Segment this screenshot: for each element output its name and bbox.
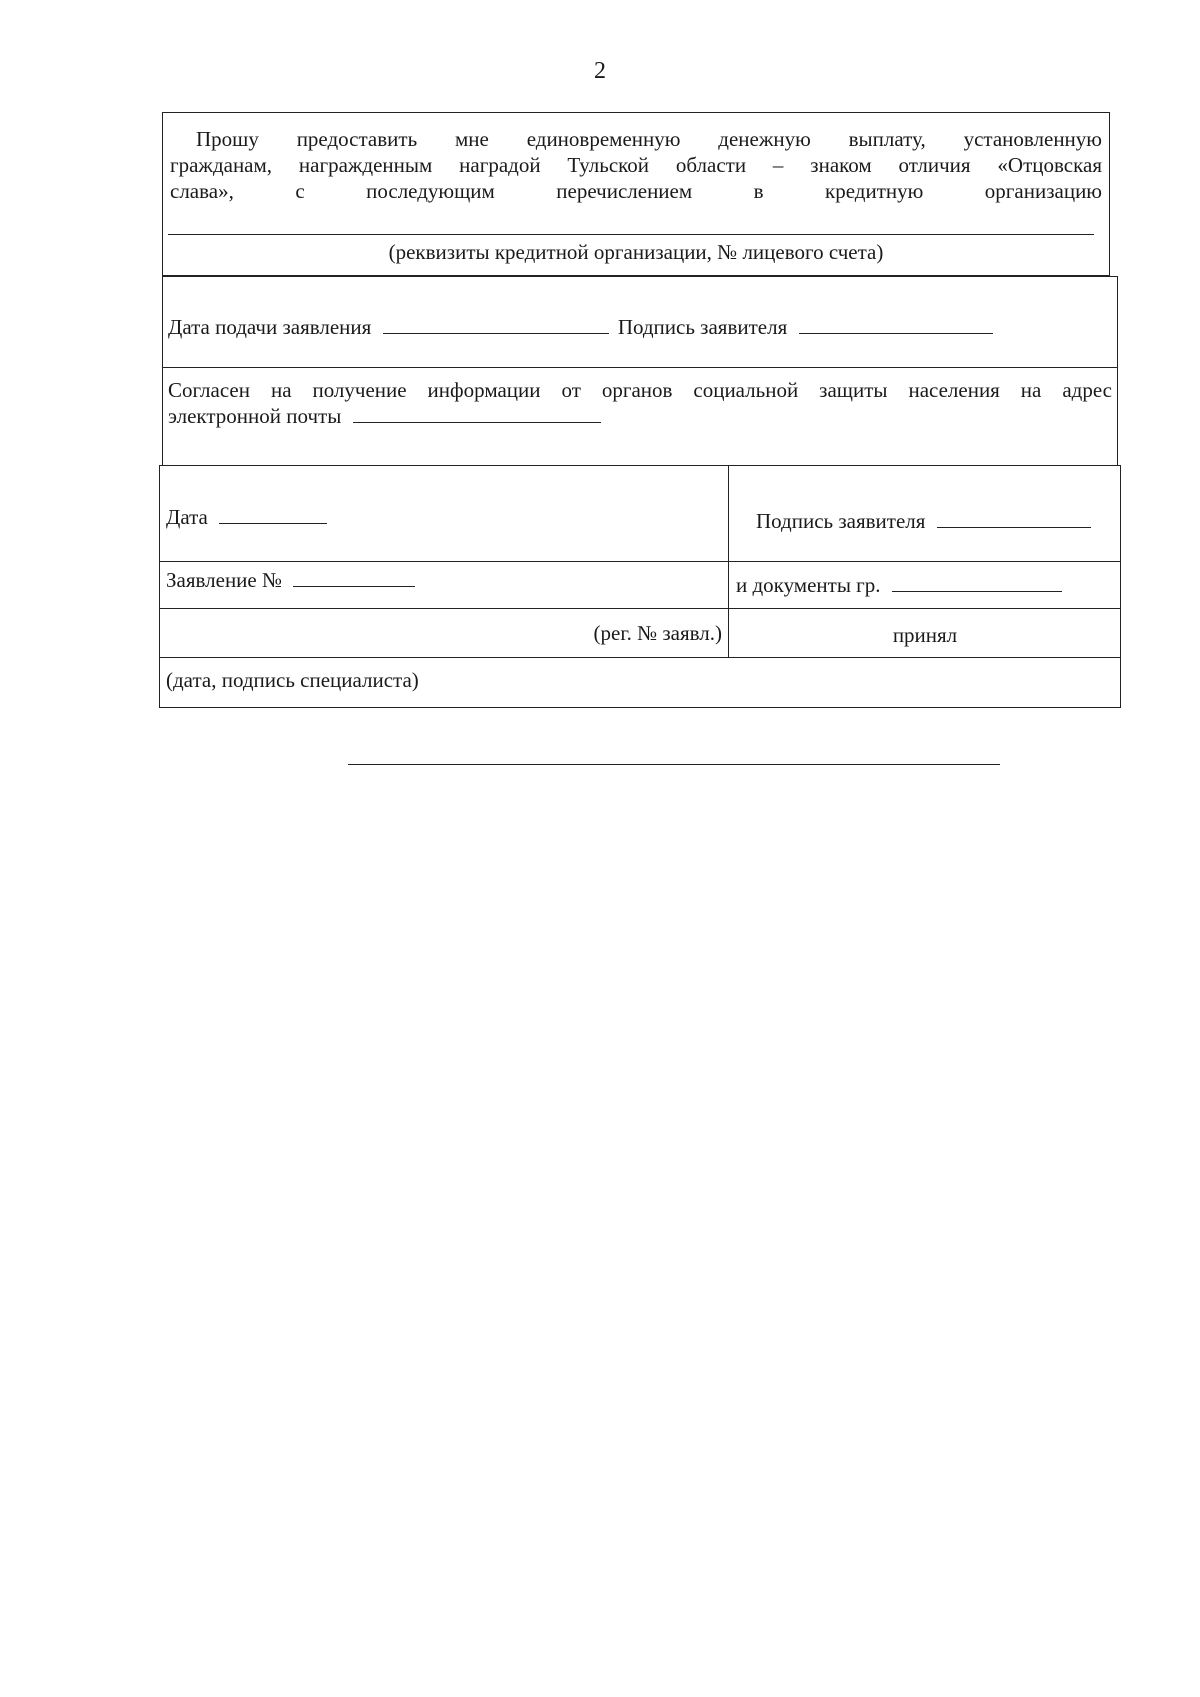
- submission-date-label: Дата подачи заявления: [168, 315, 372, 339]
- office-row-divider-2: [160, 608, 1120, 609]
- consent-text: [168, 377, 1112, 429]
- request-line-3: слава», с последующим перечислением в кредитную организацию: [170, 179, 1102, 203]
- page-number: 2: [594, 58, 606, 84]
- documents-label: и документы гр.: [736, 573, 881, 597]
- submission-date-field[interactable]: [383, 315, 609, 334]
- office-signature-field[interactable]: [937, 509, 1091, 528]
- email-field[interactable]: [353, 404, 601, 423]
- office-date-label: Дата: [166, 505, 208, 529]
- consent-email-label: электронной почты: [168, 404, 342, 428]
- consent-line-1: Согласен на получение информации от органов социальной защиты населения на адрес: [168, 378, 1112, 402]
- office-row-divider-1: [160, 561, 1120, 562]
- application-number-label: Заявление №: [166, 568, 283, 592]
- submission-signature-field[interactable]: [799, 315, 993, 334]
- office-date-field[interactable]: [219, 505, 327, 524]
- bank-details-caption: (реквизиты кредитной организации, № лицевого счета): [388, 240, 884, 264]
- submission-row: [168, 314, 993, 340]
- specialist-caption: (дата, подпись специалиста): [166, 668, 419, 692]
- end-of-form-line: [348, 764, 1000, 765]
- office-signature-label: Подпись заявителя: [756, 509, 926, 533]
- office-row-divider-3: [160, 657, 1120, 658]
- request-line-2: гражданам, награжденным наградой Тульской области – знаком отличия «Отцовская: [170, 153, 1102, 177]
- application-number-row: [166, 567, 415, 593]
- bank-details-field[interactable]: [168, 234, 1094, 235]
- office-signature-row: [756, 508, 1091, 534]
- documents-citizen-field[interactable]: [892, 573, 1062, 592]
- application-number-field[interactable]: [293, 568, 415, 587]
- office-table-divider: [728, 466, 729, 658]
- consent-line-2: [168, 404, 601, 428]
- request-line-1: Прошу предоставить мне единовременную денежную выплату, установленную: [196, 127, 1102, 151]
- documents-row: [736, 572, 1062, 598]
- submission-signature-label: Подпись заявителя: [617, 315, 788, 339]
- request-text: [170, 126, 1102, 204]
- accepted-label: принял: [892, 623, 958, 647]
- reg-number-caption: (рег. № заявл.): [593, 621, 722, 645]
- office-date-row: [166, 504, 327, 530]
